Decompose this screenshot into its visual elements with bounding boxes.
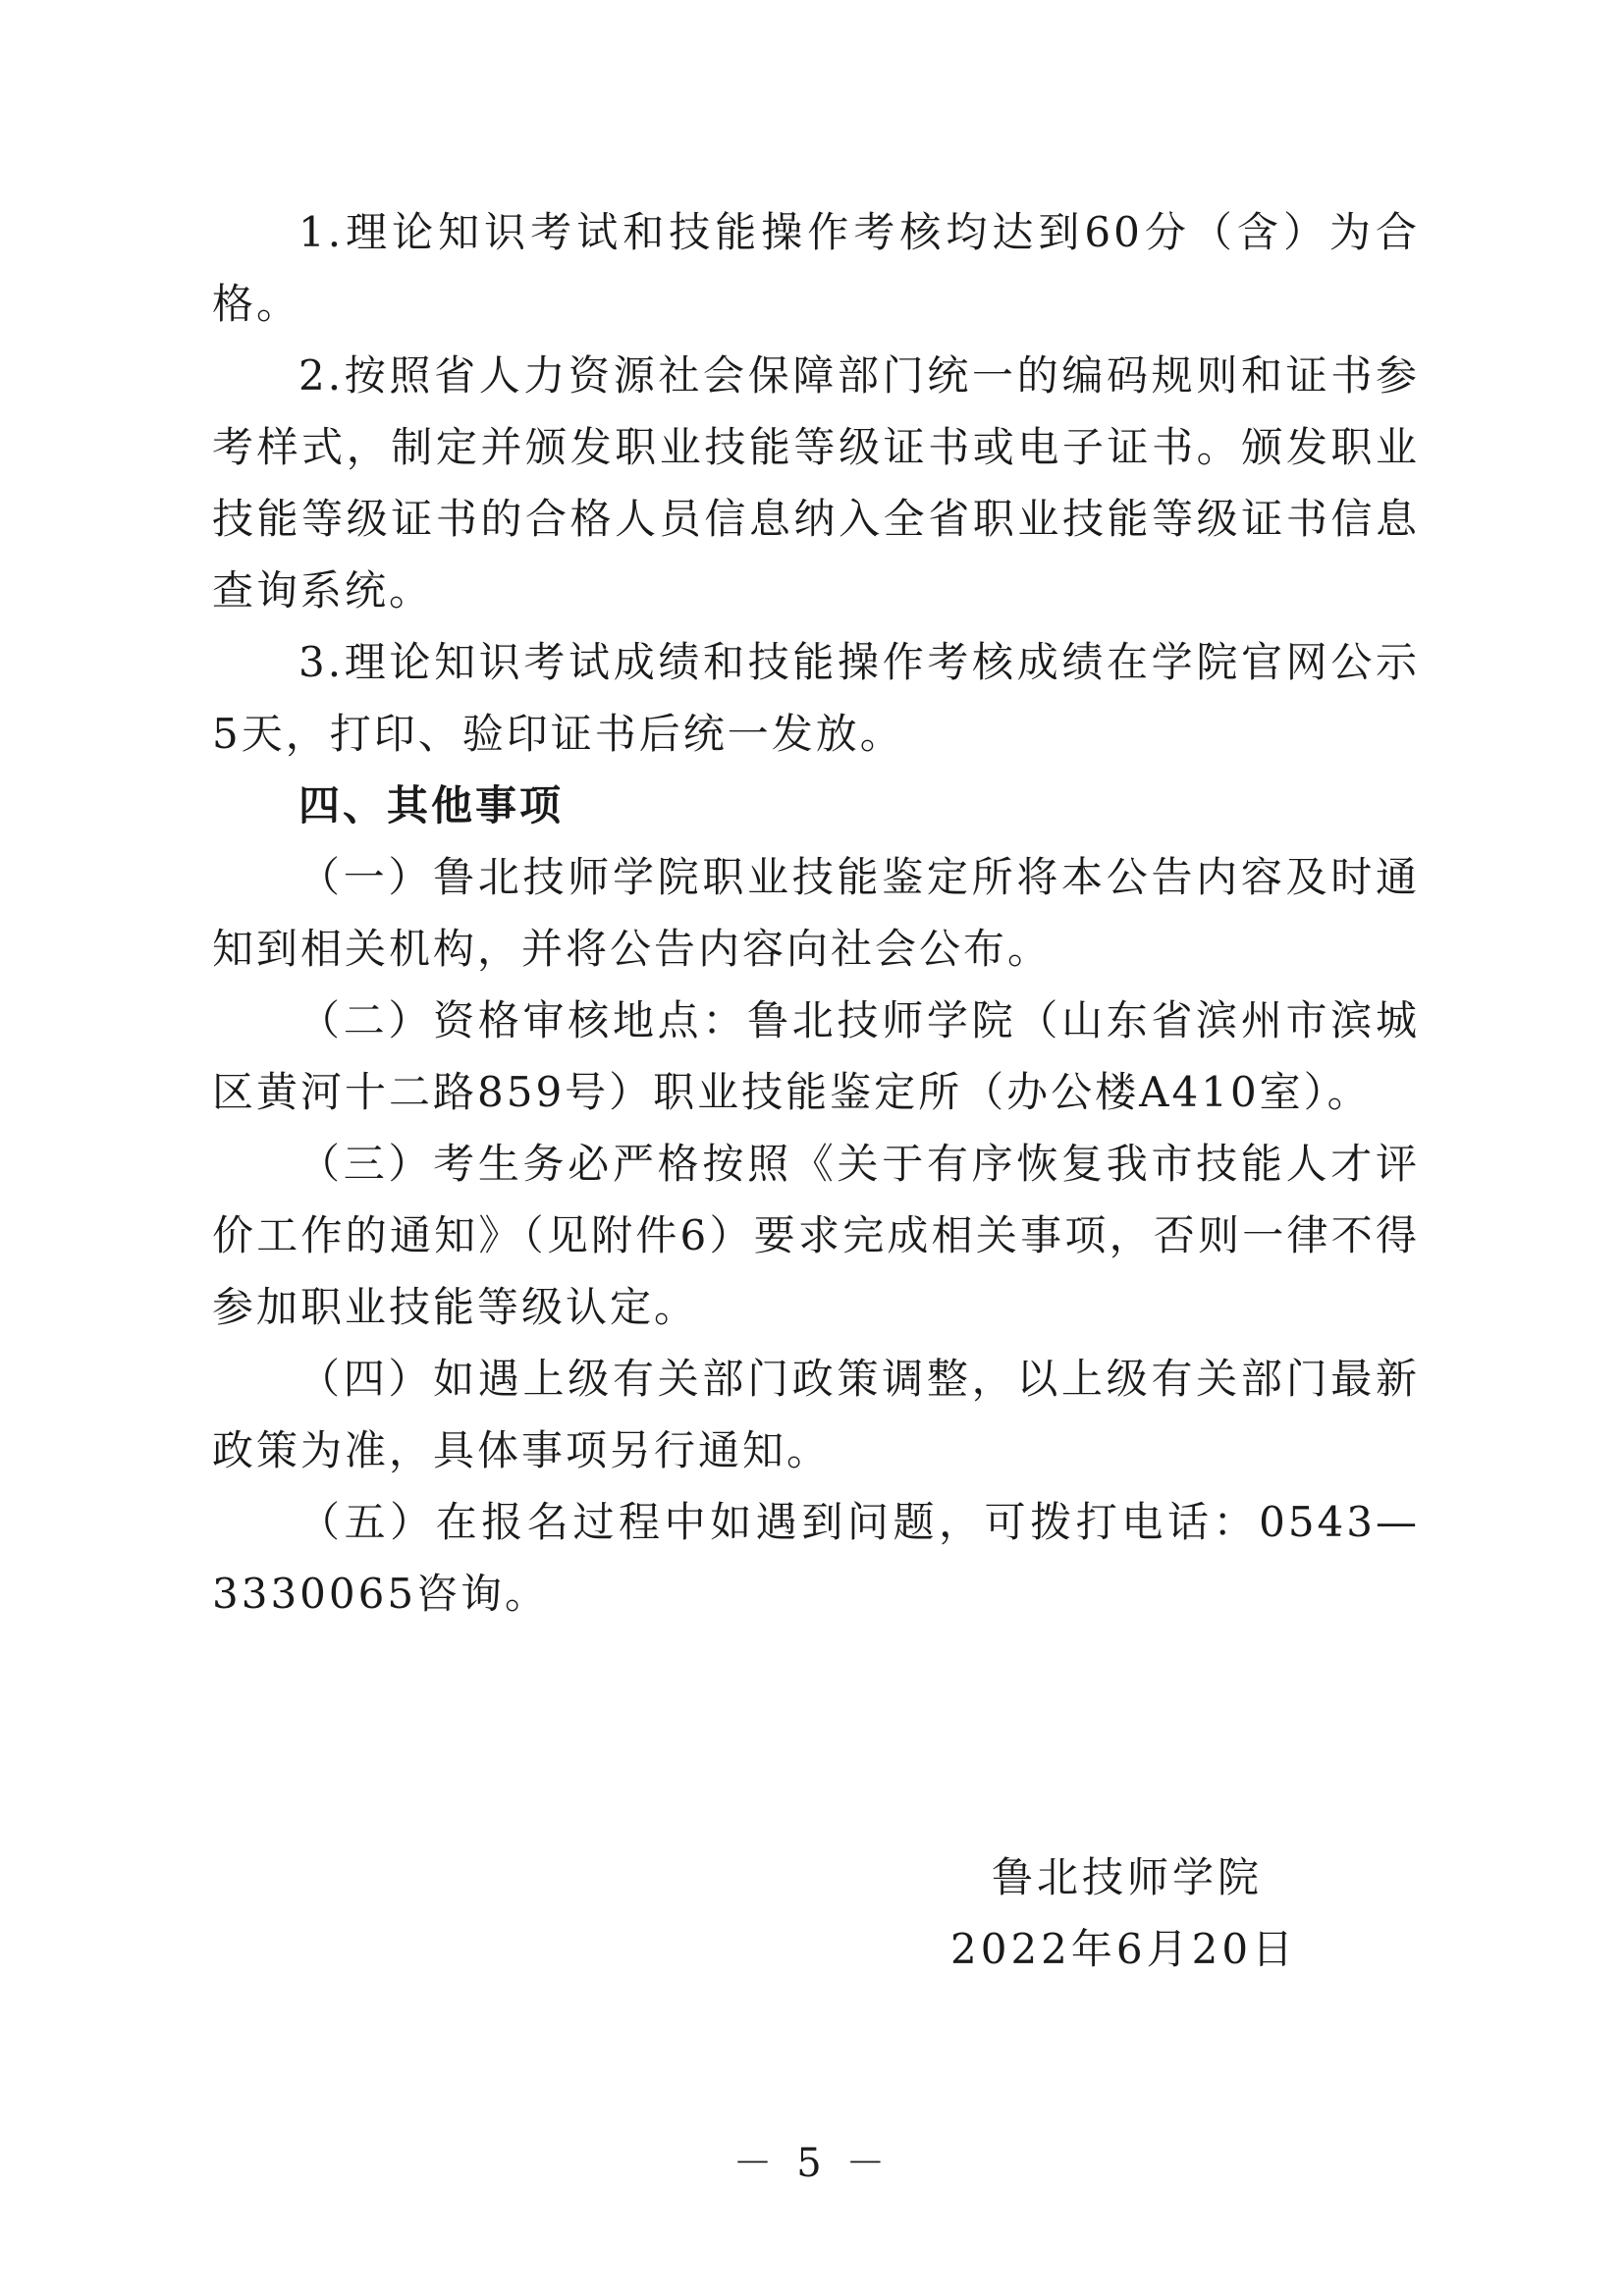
paragraph-item-2: （二）资格审核地点：鲁北技师学院（山东省滨州市滨城区黄河十二路859号）职业技能鉴定所（办公楼A410室）。 — [212, 996, 1420, 1116]
paragraph-score-publication: 3.理论知识考试成绩和技能操作考核成绩在学院官网公示5天，打印、验印证书后统一发放。 — [212, 638, 1420, 758]
section-heading-other-matters: 四、其他事项 — [298, 781, 565, 829]
paragraph-item-1: （一）鲁北技师学院职业技能鉴定所将本公告内容及时通知到相关机构，并将公告内容向社会公布。 — [212, 853, 1420, 973]
paragraph-pass-criteria: 1.理论知识考试和技能操作考核均达到60分（含）为合格。 — [212, 208, 1420, 328]
paragraph-item-4: （四）如遇上级有关部门政策调整，以上级有关部门最新政策为准，具体事项另行通知。 — [212, 1355, 1420, 1474]
signature-organization: 鲁北技师学院 — [992, 1853, 1264, 1901]
page-number: － 5 － — [732, 2141, 892, 2186]
paragraph-item-5: （五）在报名过程中如遇到问题，可拨打电话：0543—3330065咨询。 — [212, 1498, 1420, 1618]
document-body — [212, 196, 1420, 1629]
signature-date: 2022年6月20日 — [950, 1925, 1298, 1973]
paragraph-certificate-issuance: 2.按照省人力资源社会保障部门统一的编码规则和证书参考样式，制定并颁发职业技能等级证书或电子证书。颁发职业技能等级证书的合格人员信息纳入全省职业技能等级证书信息查询系统。 — [212, 351, 1420, 614]
paragraph-item-3: （三）考生务必严格按照《关于有序恢复我市技能人才评价工作的通知》（见附件6）要求完成相关事项，否则一律不得参加职业技能等级认定。 — [212, 1140, 1420, 1331]
